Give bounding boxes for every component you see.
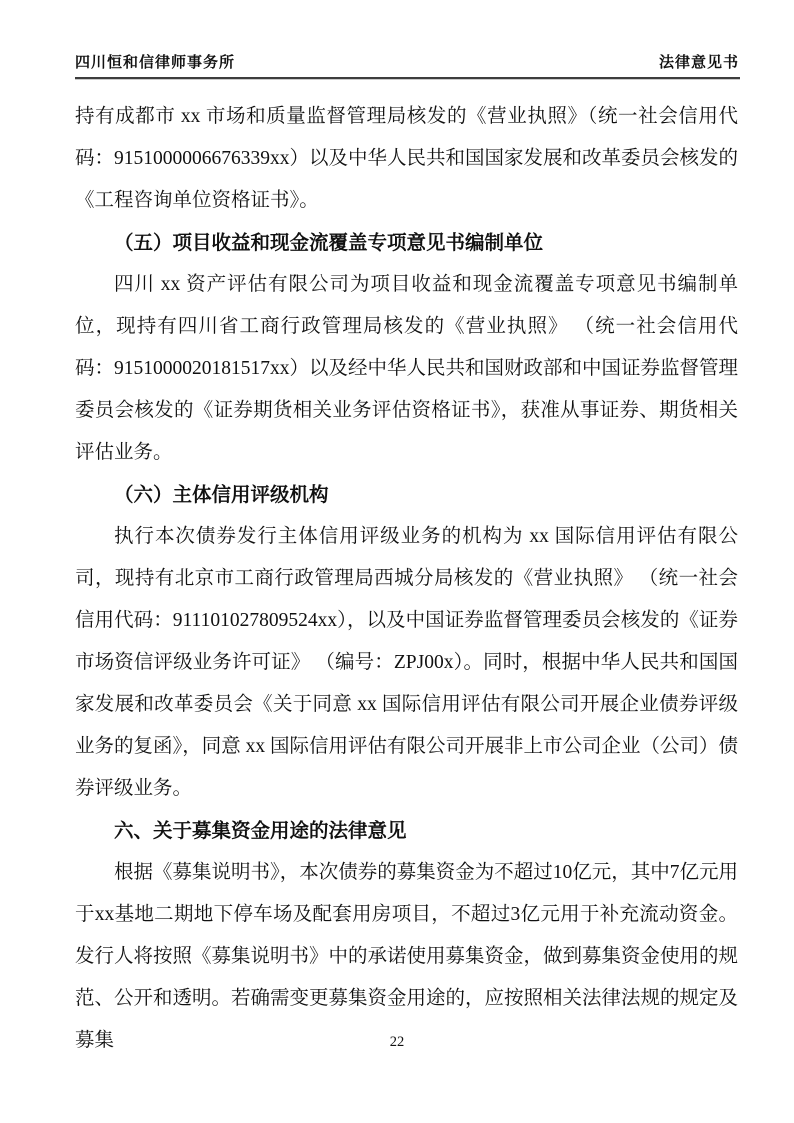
document-body [75, 96, 738, 1062]
page-header [75, 52, 739, 74]
law-firm-name: 四川恒和信律师事务所 [75, 55, 236, 71]
section-heading-5-special-opinion-unit: （五）项目收益和现金流覆盖专项意见书编制单位 [114, 232, 544, 254]
section-heading-6-credit-rating-agency: （六）主体信用评级机构 [114, 484, 329, 506]
header-divider [75, 77, 740, 80]
paragraph-fund-raising-usage: 根据《募集说明书》，本次债券的募集资金为不超过10亿元，其中7亿元用于xx基地二期地下停车场及配套用房项目，不超过3亿元用于补充流动资金。发行人将按照《募集说明书》中的承诺使用募集资金，做到募集资金使用的规范、公开和透明。若确需变更募集资金用途的，应按照相关法律法规的规定及募集 [75, 862, 739, 1051]
page-number: 22 [389, 1034, 405, 1050]
chapter-heading-6-fund-use-legal-opinion: 六、关于募集资金用途的法律意见 [114, 820, 407, 842]
page-footer [0, 1032, 794, 1052]
paragraph-asset-appraisal-company: 四川 xx 资产评估有限公司为项目收益和现金流覆盖专项意见书编制单位，现持有四川省工商行政管理局核发的《营业执照》 （统一社会信用代码：9151000020181517xx）以及经中华人民共和国财政部和中国证券监督管理委员会核发的《证券期货相关业务评估资格证书》，获准从事证券、期货相关评估业务。 [75, 274, 739, 463]
document-type-label: 法律意见书 [658, 55, 739, 71]
paragraph-license-continuation: 持有成都市 xx 市场和质量监督管理局核发的《营业执照》（统一社会信用代码：9151000006676339xx）以及中华人民共和国国家发展和改革委员会核发的《工程咨询单位资格证书》。 [75, 106, 739, 211]
paragraph-credit-rating-agency-detail: 执行本次债券发行主体信用评级业务的机构为 xx 国际信用评估有限公司，现持有北京市工商行政管理局西城分局核发的《营业执照》 （统一社会信用代码：911101027809524xx），以及中国证券监督管理委员会核发的《证券市场资信评级业务许可证》 （编号：ZPJ00x）。同时，根据中华人民共和国国家发展和改革委员会《关于同意 xx 国际信用评估有限公司开展企业债券评级业务的复函》，同意 xx 国际信用评估有限公司开展非上市公司企业（公司）债券评级业务。 [75, 526, 739, 799]
